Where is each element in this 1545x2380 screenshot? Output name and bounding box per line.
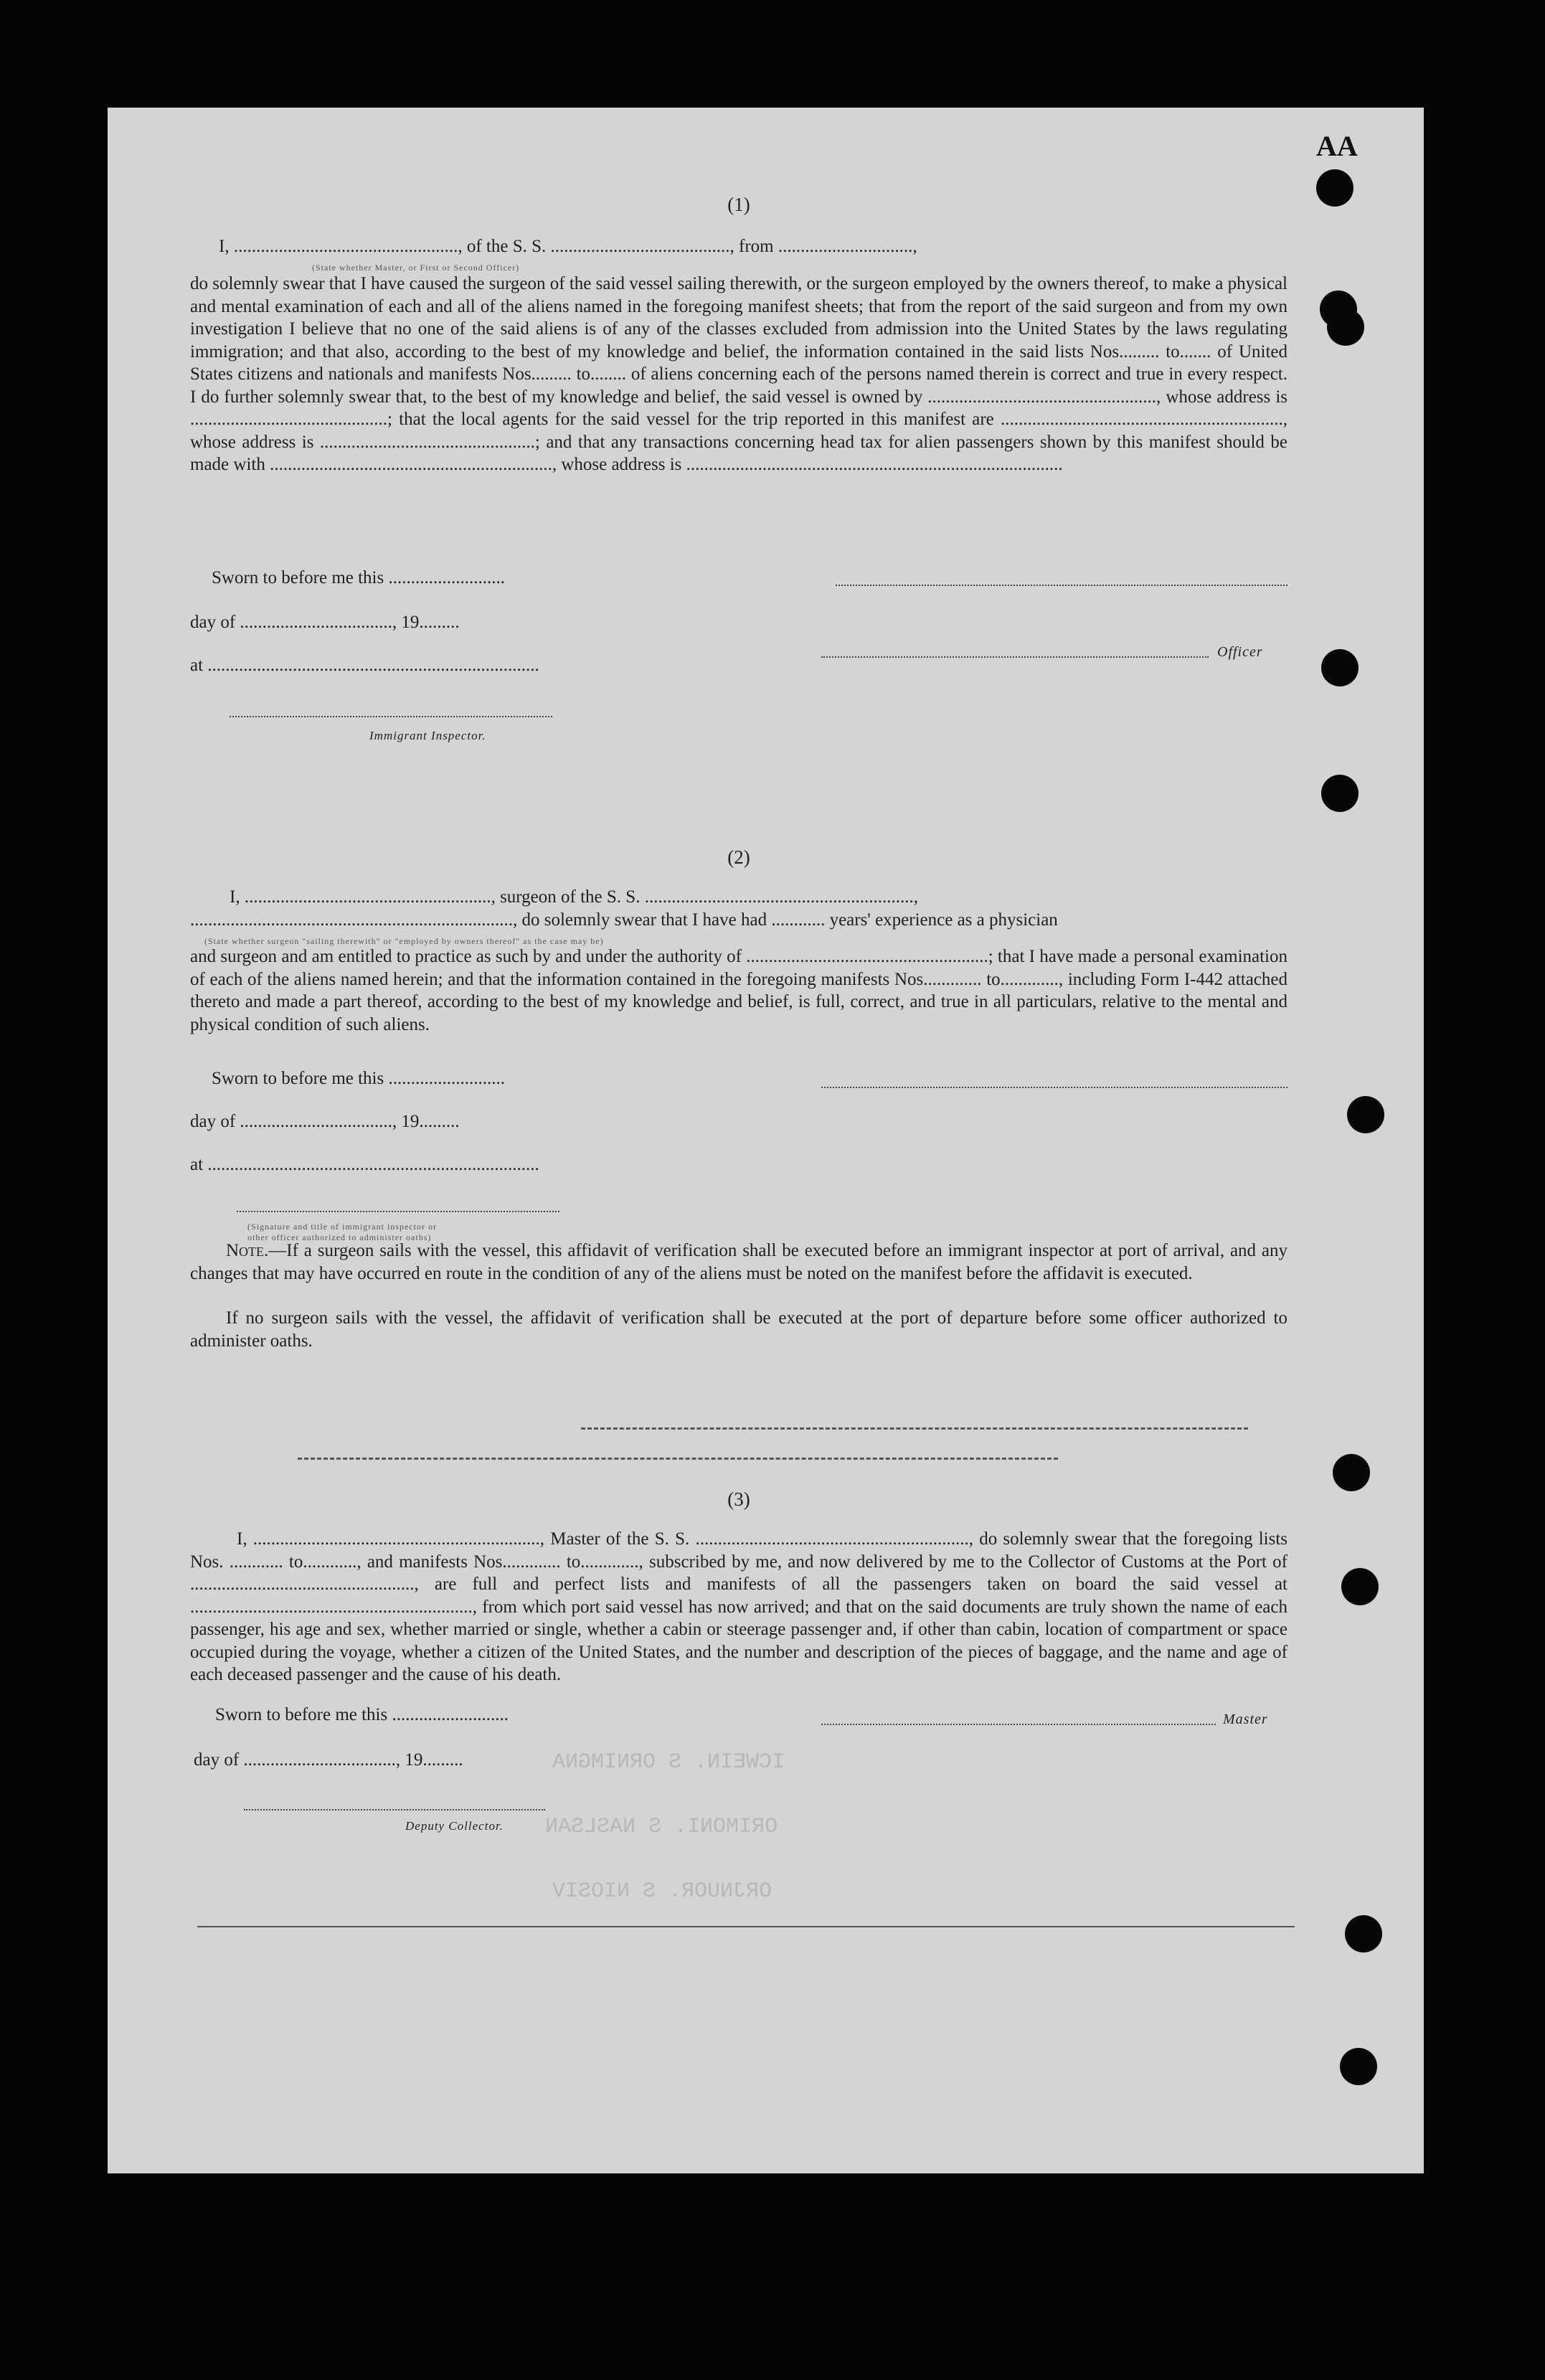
collector-label: Deputy Collector. <box>405 1819 504 1833</box>
binder-hole <box>1321 649 1359 686</box>
binder-hole <box>1321 775 1359 812</box>
surgeon-signature-line <box>821 1087 1288 1088</box>
section-number: (2) <box>727 846 750 868</box>
affidavit-section-2 <box>190 846 1288 1506</box>
inspector-caption: (Signature and title of immigrant inspector or <box>247 1222 437 1232</box>
master-label: Master <box>1223 1711 1268 1727</box>
officer-signature-line <box>821 656 1209 658</box>
bleed-through-text: ICWEIN. S ORNIMGNA <box>552 1750 785 1775</box>
binder-hole <box>1333 1454 1370 1491</box>
no-surgeon-note: If no surgeon sails with the vessel, the affidavit of verification shall be executed at the port of departure before some officer authorized to administer oaths. <box>190 1308 1288 1351</box>
affidavit-section-3 <box>190 1488 1288 1991</box>
affidavit-body-text: do solemnly swear that I have caused the surgeon of the said vessel sailing therewith, or the surgeon employed by the owners thereof, to make a physical and mental examination of each and all of the aliens named in the foregoing manifest sheets; that from the report of the said surgeon and from my own investigation I believe that no one of the said aliens is of any of the classes excluded from admission into the United States by the laws regulating immigration; and that also, according to the best of my knowledge and belief, the information contained in the said lists Nos......... to....... of United States citizens and nationals and manifests Nos......... to........ of aliens concerning each of the persons named therein is correct and true in every respect. I do further solemnly swear that, to the best of my knowledge and belief, the said vessel is owned by ..................................................., whose address is ............................................; that the local agents for the said vessel for the trip reported in this manifest are ..............................................................., whose address is ................................................; and that any transactions concerning head tax for alien passengers shown by this manifest should be made with ..............................................................., whose address is .................................................................................... <box>190 274 1288 474</box>
affidavit-body-text: and surgeon and am entitled to practice as such by and under the authority of ......................................................; that I have made a personal examination of each of the aliens named herein; and that the information contained in the foregoing manifests Nos............. to............., including Form I-442 attached thereto and made a part thereof, according to the best of my knowledge and belief, is full, correct, and true in all particulars, relative to the mental and physical condition of such aliens. <box>190 947 1288 1034</box>
section-divider <box>298 1458 1058 1460</box>
surgeon-note <box>190 1239 1288 1285</box>
binder-hole <box>1316 169 1353 207</box>
master-caption: (State whether Master, or First or Second Officer) <box>312 263 520 273</box>
day-line: day of .................................., 19......... <box>190 1112 460 1131</box>
master-signature-line <box>821 1724 1216 1725</box>
inspector-signature-line <box>230 716 552 717</box>
surgeon-declaration-line: I, ......................................................., surgeon of the S. S. ............................................................, <box>230 887 918 907</box>
signature-line <box>836 585 1288 586</box>
surgeon-caption: (State whether surgeon "sailing therewith" or "employed by owners thereof" as the case may be) <box>204 936 604 946</box>
binder-hole <box>1340 2048 1377 2085</box>
affidavit-body-text: I, ................................................................, Master of the S. S. ............................................................., do solemnly swear that the foregoing lists Nos. ............ to............, and manifests Nos............. to............., subscribed by me, and now delivered by me to the Collector of Customs at the Port of .................................................., are full and perfect lists and manifests of all the passengers taken on board the said vessel at ..............................................................., from which port said vessel has now arrived; and that on the said documents are truly shown the name of each passenger, his age and sex, whether married or single, whether a cabin or steerage passenger and, if other than cabin, location of compartment or space occupied during the voyage, whether a citizen of the United States, and the number and description of the pieces of baggage, and the name and age of each deceased passenger and the cause of his death. <box>190 1529 1288 1684</box>
section-number: (1) <box>727 194 750 215</box>
note-label: Note. <box>226 1241 269 1260</box>
binder-hole <box>1347 1096 1384 1133</box>
note-text: —If a surgeon sails with the vessel, this affidavit of verification shall be executed before an immigrant inspector at port of arrival, and any changes that may have occurred en route in the condition of any of the aliens must be noted on the manifest before the affidavit is executed. <box>190 1241 1288 1283</box>
bottom-rule <box>197 1926 1295 1927</box>
manifest-affidavit-page <box>108 108 1424 2173</box>
collector-signature-line <box>244 1809 545 1810</box>
at-line: at .......................................................................... <box>190 656 539 675</box>
corner-handwritten-mark: AA <box>1316 130 1358 162</box>
section-divider <box>581 1427 1248 1430</box>
binder-hole <box>1327 308 1364 346</box>
surgeon-experience-line: ........................................................................, do solemnly swear that I have had ............ years' experience as a physician <box>190 910 1058 930</box>
bleed-through-text: ORIMONI. S NASLSAN <box>545 1815 778 1839</box>
day-line: day of .................................., 19......... <box>194 1750 463 1770</box>
binder-hole <box>1341 1568 1379 1605</box>
master-declaration-line: I, .................................................., of the S. S. ........................................, from .............................., <box>219 237 917 256</box>
officer-label: Officer <box>1217 644 1263 660</box>
inspector-caption: other officer authorized to administer oaths) <box>247 1232 432 1242</box>
sworn-line: Sworn to before me this .......................... <box>212 1069 505 1088</box>
bleed-through-text: ORJNUOR. S NIOSIV <box>552 1879 772 1904</box>
section-number: (3) <box>727 1488 750 1510</box>
sworn-line: Sworn to before me this .......................... <box>212 568 505 587</box>
binder-hole <box>1345 1915 1382 1952</box>
day-line: day of .................................., 19......... <box>190 613 460 632</box>
inspector-signature-line <box>237 1211 559 1212</box>
at-line: at .......................................................................... <box>190 1155 539 1174</box>
affidavit-section-1 <box>190 194 1288 854</box>
sworn-line: Sworn to before me this .......................... <box>215 1705 509 1724</box>
inspector-label: Immigrant Inspector. <box>369 729 486 742</box>
